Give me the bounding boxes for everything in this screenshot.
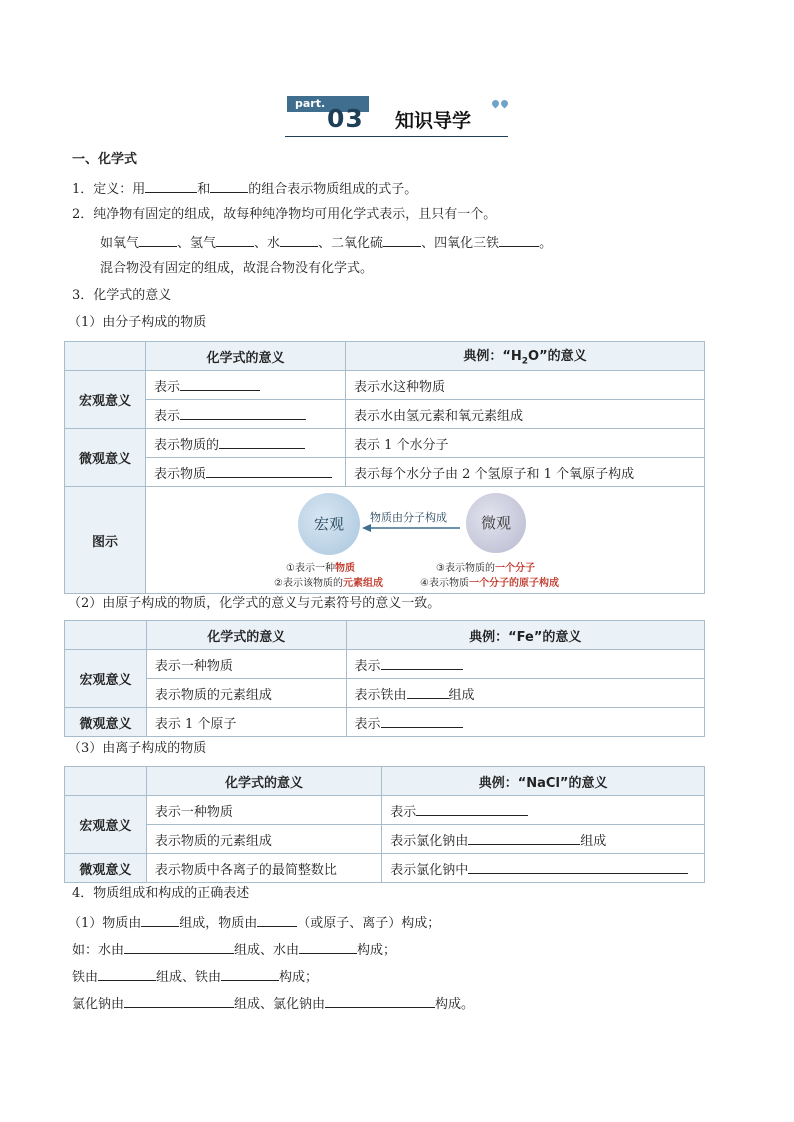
- table-cell: 表示 1 个水分子: [346, 429, 705, 458]
- table-cell: 表示: [346, 708, 704, 737]
- micro-label: 微观意义: [65, 854, 147, 883]
- macro-label: 宏观意义: [65, 650, 147, 708]
- section4-line2: 如：水由 组成、水由 构成；: [72, 940, 396, 960]
- table-cell: 表示 1 个原子: [146, 708, 346, 737]
- section4-line4: 氯化钠由 组成、氯化钠由 构成。: [72, 994, 474, 1014]
- molecule-diagram: [146, 487, 703, 593]
- table-header-example: 典例：“Fe”的意义: [346, 621, 704, 650]
- table-header-example: 典例：“NaCl”的意义: [382, 767, 705, 796]
- section-heading: 一、化学式: [72, 152, 138, 167]
- arrow-label: 物质由分子构成: [370, 511, 448, 524]
- subheading-molecules: （1）由分子构成的物质: [68, 315, 207, 330]
- table-cell: 表示水由氢元素和氧元素组成: [346, 400, 705, 429]
- section4-line3: 铁由 组成、铁由 构成；: [72, 967, 318, 987]
- table-cell: 表示每个水分子由 2 个氢原子和 1 个氧原子构成: [346, 458, 705, 487]
- legend-macro-1: ①表示一种物质: [286, 563, 355, 574]
- left-arrow-icon: [362, 523, 462, 533]
- table-header-meaning: 化学式的意义: [146, 621, 346, 650]
- micro-label: 微观意义: [65, 429, 146, 487]
- definition-line: 1．定义：用 和 的组合表示物质组成的式子。: [72, 179, 417, 199]
- table-cell: 表示氯化钠由 组成: [382, 825, 705, 854]
- table-cell: 表示物质: [146, 458, 346, 487]
- table-header-blank: [65, 342, 146, 371]
- examples-line: 如氧气 、氢气 、水 、二氧化硫 、四氧化三铁 。: [100, 233, 552, 253]
- table-cell: 表示: [346, 650, 704, 679]
- table-cell: 表示物质的: [146, 429, 346, 458]
- section4-heading: 4．物质组成和构成的正确表述: [72, 886, 250, 901]
- subheading-atoms: （2）由原子构成的物质，化学式的意义与元素符号的意义一致。: [68, 596, 441, 611]
- header-rule: [285, 136, 508, 137]
- table-cell: 表示: [146, 371, 346, 400]
- macro-circle-label: 宏观: [314, 515, 345, 533]
- part-label: part.: [287, 96, 369, 112]
- legend-macro-2: ②表示该物质的元素组成: [274, 578, 383, 589]
- droplet-icon: [490, 98, 510, 108]
- pure-substance-line: 2．纯净物有固定的组成，故每种纯净物均可用化学式表示，且只有一个。: [72, 207, 497, 222]
- table-header-blank: [65, 621, 147, 650]
- table-cell: 表示物质中各离子的最简整数比: [146, 854, 381, 883]
- macro-label: 宏观意义: [65, 796, 147, 854]
- table-header-example: 典例：“$H_2O$”的意义: [346, 342, 705, 371]
- table-atom-meaning: [64, 620, 705, 737]
- table-cell: 表示: [146, 400, 346, 429]
- legend-micro-2: ④表示物质一个分子的原子构成: [420, 578, 559, 589]
- table-ion-meaning: [64, 766, 705, 883]
- table-cell: 表示: [382, 796, 705, 825]
- micro-label: 微观意义: [65, 708, 147, 737]
- table-cell: 表示铁由 组成: [346, 679, 704, 708]
- table-header-blank: [65, 767, 147, 796]
- micro-circle-label: 微观: [481, 514, 512, 532]
- table-molecule-meaning: [64, 341, 705, 594]
- table-cell: 表示物质的元素组成: [146, 825, 381, 854]
- macro-label: 宏观意义: [65, 371, 146, 429]
- table-header-meaning: 化学式的意义: [146, 342, 346, 371]
- legend-micro-1: ③表示物质的一个分子: [436, 563, 535, 574]
- mixture-line: 混合物没有固定的组成，故混合物没有化学式。: [100, 261, 374, 276]
- table-cell: 表示一种物质: [146, 796, 381, 825]
- subheading-ions: （3）由离子构成的物质: [68, 741, 207, 756]
- table-cell: 表示氯化钠中: [382, 854, 705, 883]
- section4-line1: （1）物质由 组成，物质由 （或原子、离子）构成；: [68, 913, 440, 933]
- table-cell: 表示水这种物质: [346, 371, 705, 400]
- part-badge: [287, 96, 369, 132]
- page-title: 知识导学: [395, 110, 472, 132]
- diagram-cell: [146, 487, 705, 594]
- table-cell: 表示一种物质: [146, 650, 346, 679]
- part-number: 03: [327, 104, 364, 133]
- meaning-heading: 3．化学式的意义: [72, 288, 172, 303]
- figure-label: 图示: [65, 487, 146, 594]
- table-cell: 表示物质的元素组成: [146, 679, 346, 708]
- table-header-meaning: 化学式的意义: [146, 767, 381, 796]
